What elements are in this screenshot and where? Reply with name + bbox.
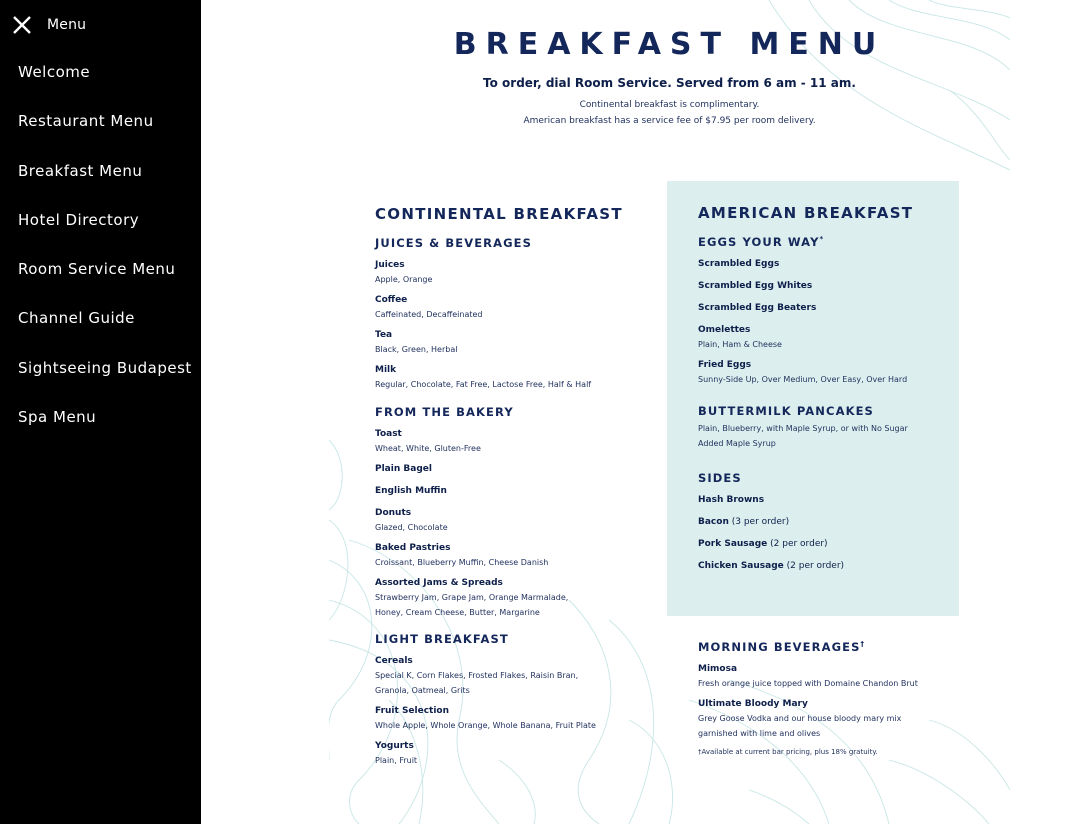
item-name: Scrambled Egg Whites [698, 281, 813, 291]
item-title: Bacon [698, 517, 729, 527]
close-icon[interactable] [12, 15, 32, 35]
item-desc: Plain, Blueberry, with Maple Syrup, or with No Sugar [698, 424, 908, 433]
item-desc: Added Maple Syrup [698, 439, 776, 448]
item-desc: Glazed, Chocolate [375, 523, 448, 532]
sidebar-item-channel-guide[interactable]: Channel Guide [18, 309, 135, 328]
continental-heading: CONTINENTAL BREAKFAST [375, 205, 623, 223]
item-name: Donuts [375, 508, 412, 518]
sidebar-item-restaurant-menu[interactable]: Restaurant Menu [18, 112, 154, 131]
item-title: Hash Browns [698, 495, 765, 505]
menu-toggle[interactable] [12, 13, 86, 37]
menu-item [375, 294, 655, 322]
item-desc: Apple, Orange [375, 275, 433, 284]
item-name: Scrambled Eggs [698, 259, 780, 269]
item-desc: Black, Green, Herbal [375, 345, 458, 354]
menu-item [375, 329, 655, 357]
item-title: Pork Sausage [698, 539, 768, 549]
sidebar-nav [18, 61, 192, 455]
item-desc: Strawberry Jam, Grape Jam, Orange Marmalade, [375, 593, 569, 602]
continental-column [375, 205, 655, 775]
item-desc: Sunny-Side Up, Over Medium, Over Easy, Over Hard [698, 375, 908, 384]
menu-item [698, 538, 988, 551]
menu-title: BREAKFAST MENU [453, 27, 886, 62]
item-name: Mimosa [698, 664, 738, 674]
item-name: Toast [375, 429, 402, 439]
item-desc: Plain, Fruit [375, 756, 418, 765]
eggs-heading [698, 235, 988, 249]
item-name: Coffee [375, 295, 408, 305]
item-name [698, 538, 988, 551]
menu-item [698, 494, 988, 507]
item-name: Tea [375, 330, 393, 340]
item-name [698, 516, 988, 529]
item-desc: Grey Goose Vodka and our house bloody mary mix [698, 714, 902, 723]
menu-item [698, 516, 988, 529]
menu-item [698, 302, 988, 315]
item-name: Omelettes [698, 325, 751, 335]
item-name: Juices [375, 260, 405, 270]
beverages-footnote: †Available at current bar pricing, plus 18% gratuity. [698, 748, 878, 756]
item-desc: garnished with lime and olives [698, 729, 821, 738]
sidebar-item-breakfast-menu[interactable]: Breakfast Menu [18, 161, 143, 180]
menu-item [375, 485, 655, 498]
item-desc: Croissant, Blueberry Muffin, Cheese Danish [375, 558, 549, 567]
item-name [698, 494, 988, 507]
menu-item [698, 698, 988, 741]
sidebar-item-welcome[interactable]: Welcome [18, 63, 91, 81]
item-title: Chicken Sausage [698, 561, 784, 571]
menu-item [375, 364, 655, 392]
sidebar-item-spa-menu[interactable]: Spa Menu [18, 408, 97, 427]
item-name: Cereals [375, 656, 413, 666]
menu-item [375, 542, 655, 570]
menu-item [698, 663, 988, 691]
item-note: (2 per order) [783, 561, 845, 571]
item-desc: Wheat, White, Gluten-Free [375, 444, 481, 453]
item-desc: Fresh orange juice topped with Domaine Chandon Brut [698, 679, 918, 688]
item-note: (3 per order) [728, 517, 790, 527]
menu-item [375, 705, 655, 733]
light-breakfast-heading: LIGHT BREAKFAST [375, 632, 509, 646]
asterisk-mark: * [819, 235, 825, 244]
eggs-title: EGGS YOUR WAY [698, 235, 820, 249]
item-desc: Regular, Chocolate, Fat Free, Lactose Free, Half & Half [375, 380, 592, 389]
item-name: Milk [375, 365, 397, 375]
menu-item [698, 359, 988, 387]
item-desc: Plain, Ham & Cheese [698, 340, 782, 349]
morning-beverages-section [698, 640, 988, 756]
item-name: Yogurts [375, 741, 414, 751]
menu-item [375, 259, 655, 287]
sidebar-item-sightseeing-budapest[interactable]: Sightseeing Budapest [18, 358, 192, 377]
menu-item [375, 463, 655, 476]
beverages-title: MORNING BEVERAGES [698, 640, 861, 654]
menu-item [698, 324, 988, 352]
menu-item [698, 421, 988, 451]
american-heading: AMERICAN BREAKFAST [698, 204, 914, 222]
menu-item [698, 258, 988, 271]
item-name: Ultimate Bloody Mary [698, 699, 808, 709]
menu-label: Menu [47, 17, 87, 33]
menu-item [375, 507, 655, 535]
item-note: (2 per order) [767, 539, 828, 549]
pancakes-heading: BUTTERMILK PANCAKES [698, 404, 874, 418]
menu-item [375, 740, 655, 768]
item-name: Baked Pastries [375, 543, 451, 553]
item-name [698, 560, 988, 573]
beverages-heading [698, 640, 988, 654]
menu-item [698, 560, 988, 573]
item-name: Scrambled Egg Beaters [698, 303, 817, 313]
american-fee-note: American breakfast has a service fee of $7.95 per room delivery. [523, 116, 816, 126]
menu-subtitle: To order, dial Room Service. Served from 6 am - 11 am. [483, 76, 856, 90]
item-name: Fruit Selection [375, 706, 450, 716]
sidebar-item-hotel-directory[interactable]: Hotel Directory [18, 210, 140, 229]
item-name: Fried Eggs [698, 360, 752, 370]
bakery-heading: FROM THE BAKERY [375, 405, 514, 419]
sidebar [0, 0, 201, 824]
item-name: Plain Bagel [375, 464, 432, 474]
sidebar-item-room-service-menu[interactable]: Room Service Menu [18, 260, 176, 279]
item-name: Assorted Jams & Spreads [375, 578, 503, 588]
juices-heading: JUICES & BEVERAGES [375, 236, 533, 250]
item-desc: Whole Apple, Whole Orange, Whole Banana, Fruit Plate [375, 721, 596, 730]
item-desc: Honey, Cream Cheese, Butter, Margarine [375, 608, 540, 617]
menu-item [375, 655, 655, 698]
item-desc: Granola, Oatmeal, Grits [375, 686, 470, 695]
item-name: English Muffin [375, 486, 447, 496]
item-desc: Special K, Corn Flakes, Frosted Flakes, Raisin Bran, [375, 671, 579, 680]
item-desc: Caffeinated, Decaffeinated [375, 310, 483, 319]
menu-item [698, 280, 988, 293]
continental-note: Continental breakfast is complimentary. [579, 100, 760, 110]
american-column [698, 204, 988, 582]
breakfast-menu-card [329, 0, 1010, 824]
menu-item [375, 577, 655, 620]
dagger-mark: † [860, 640, 866, 649]
menu-item [375, 428, 655, 456]
sides-heading: SIDES [698, 471, 742, 485]
